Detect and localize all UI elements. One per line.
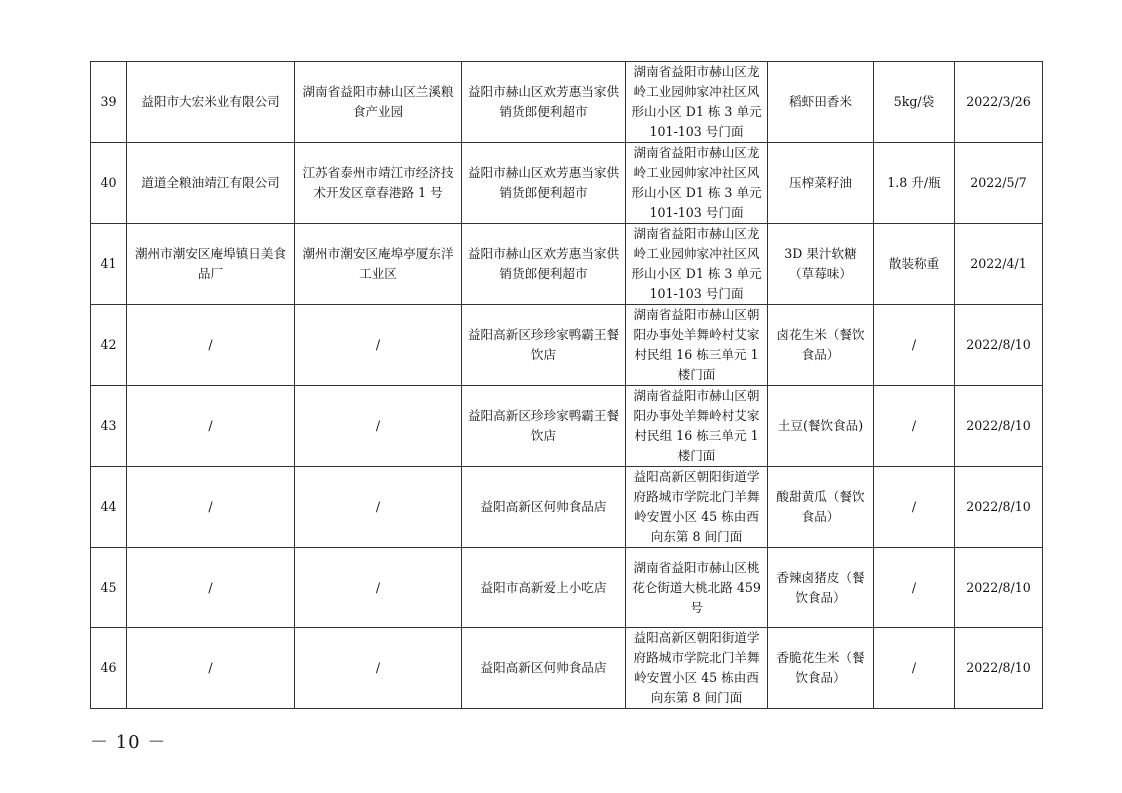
product-name: 卤花生米（餐饮食品） [768, 305, 874, 386]
product-name: 稻虾田香米 [768, 62, 874, 143]
product-spec: / [874, 467, 955, 548]
producer-address: / [295, 628, 462, 709]
seller-address: 湖南省益阳市赫山区朝阳办事处羊舞岭村艾家村民组 16 栋三单元 1 楼门面 [626, 386, 768, 467]
row-number: 44 [91, 467, 127, 548]
producer-name: / [127, 467, 295, 548]
seller-name: 益阳高新区何帅食品店 [462, 467, 626, 548]
product-spec: 5kg/袋 [874, 62, 955, 143]
table-row [91, 467, 1043, 548]
production-date: 2022/8/10 [955, 467, 1043, 548]
row-number: 40 [91, 143, 127, 224]
production-date: 2022/4/1 [955, 224, 1043, 305]
product-name: 香脆花生米（餐饮食品） [768, 628, 874, 709]
producer-name: / [127, 386, 295, 467]
producer-name: 潮州市潮安区庵埠镇日美食品厂 [127, 224, 295, 305]
producer-address: / [295, 386, 462, 467]
seller-name: 益阳市赫山区欢芳惠当家供销货郎便利超市 [462, 143, 626, 224]
row-number: 43 [91, 386, 127, 467]
producer-name: / [127, 548, 295, 628]
seller-name: 益阳高新区珍珍家鸭霸王餐饮店 [462, 386, 626, 467]
producer-name: / [127, 628, 295, 709]
seller-name: 益阳高新区何帅食品店 [462, 628, 626, 709]
seller-address: 益阳高新区朝阳街道学府路城市学院北门羊舞岭安置小区 45 栋由西向东第 8 间门面 [626, 628, 768, 709]
row-number: 46 [91, 628, 127, 709]
producer-address: 江苏省泰州市靖江市经济技术开发区章春港路 1 号 [295, 143, 462, 224]
production-date: 2022/8/10 [955, 305, 1043, 386]
page-number: － 10 － [90, 732, 167, 753]
seller-address: 湖南省益阳市赫山区桃花仑街道大桃北路 459 号 [626, 548, 768, 628]
product-spec: / [874, 548, 955, 628]
product-name: 香辣卤猪皮（餐饮食品） [768, 548, 874, 628]
product-spec: 1.8 升/瓶 [874, 143, 955, 224]
product-name: 3D 果汁软糖（草莓味） [768, 224, 874, 305]
row-number: 39 [91, 62, 127, 143]
table-row [91, 628, 1043, 709]
table-row [91, 386, 1043, 467]
inspection-table [90, 61, 1043, 709]
producer-address: 湖南省益阳市赫山区兰溪粮食产业园 [295, 62, 462, 143]
product-spec: / [874, 305, 955, 386]
seller-address: 湖南省益阳市赫山区朝阳办事处羊舞岭村艾家村民组 16 栋三单元 1 楼门面 [626, 305, 768, 386]
product-spec: 散装称重 [874, 224, 955, 305]
production-date: 2022/8/10 [955, 628, 1043, 709]
seller-name: 益阳市高新爱上小吃店 [462, 548, 626, 628]
seller-address: 湖南省益阳市赫山区龙岭工业园帅家冲社区风形山小区 D1 栋 3 单元 101-103 号门面 [626, 143, 768, 224]
producer-address: / [295, 305, 462, 386]
product-spec: / [874, 628, 955, 709]
producer-name: / [127, 305, 295, 386]
producer-address: / [295, 467, 462, 548]
producer-name: 道道全粮油靖江有限公司 [127, 143, 295, 224]
seller-name: 益阳市赫山区欢芳惠当家供销货郎便利超市 [462, 62, 626, 143]
production-date: 2022/3/26 [955, 62, 1043, 143]
producer-address: 潮州市潮安区庵埠亭厦东洋工业区 [295, 224, 462, 305]
table-row [91, 548, 1043, 628]
product-name: 土豆(餐饮食品) [768, 386, 874, 467]
seller-name: 益阳高新区珍珍家鸭霸王餐饮店 [462, 305, 626, 386]
table-row [91, 224, 1043, 305]
row-number: 42 [91, 305, 127, 386]
production-date: 2022/8/10 [955, 386, 1043, 467]
production-date: 2022/5/7 [955, 143, 1043, 224]
row-number: 41 [91, 224, 127, 305]
seller-address: 湖南省益阳市赫山区龙岭工业园帅家冲社区风形山小区 D1 栋 3 单元 101-103 号门面 [626, 62, 768, 143]
product-name: 酸甜黄瓜（餐饮食品） [768, 467, 874, 548]
seller-name: 益阳市赫山区欢芳惠当家供销货郎便利超市 [462, 224, 626, 305]
seller-address: 湖南省益阳市赫山区龙岭工业园帅家冲社区风形山小区 D1 栋 3 单元 101-103 号门面 [626, 224, 768, 305]
product-name: 压榨菜籽油 [768, 143, 874, 224]
production-date: 2022/8/10 [955, 548, 1043, 628]
table-row [91, 143, 1043, 224]
seller-address: 益阳高新区朝阳街道学府路城市学院北门羊舞岭安置小区 45 栋由西向东第 8 间门面 [626, 467, 768, 548]
table-row [91, 305, 1043, 386]
producer-address: / [295, 548, 462, 628]
producer-name: 益阳市大宏米业有限公司 [127, 62, 295, 143]
product-spec: / [874, 386, 955, 467]
row-number: 45 [91, 548, 127, 628]
table-row [91, 62, 1043, 143]
